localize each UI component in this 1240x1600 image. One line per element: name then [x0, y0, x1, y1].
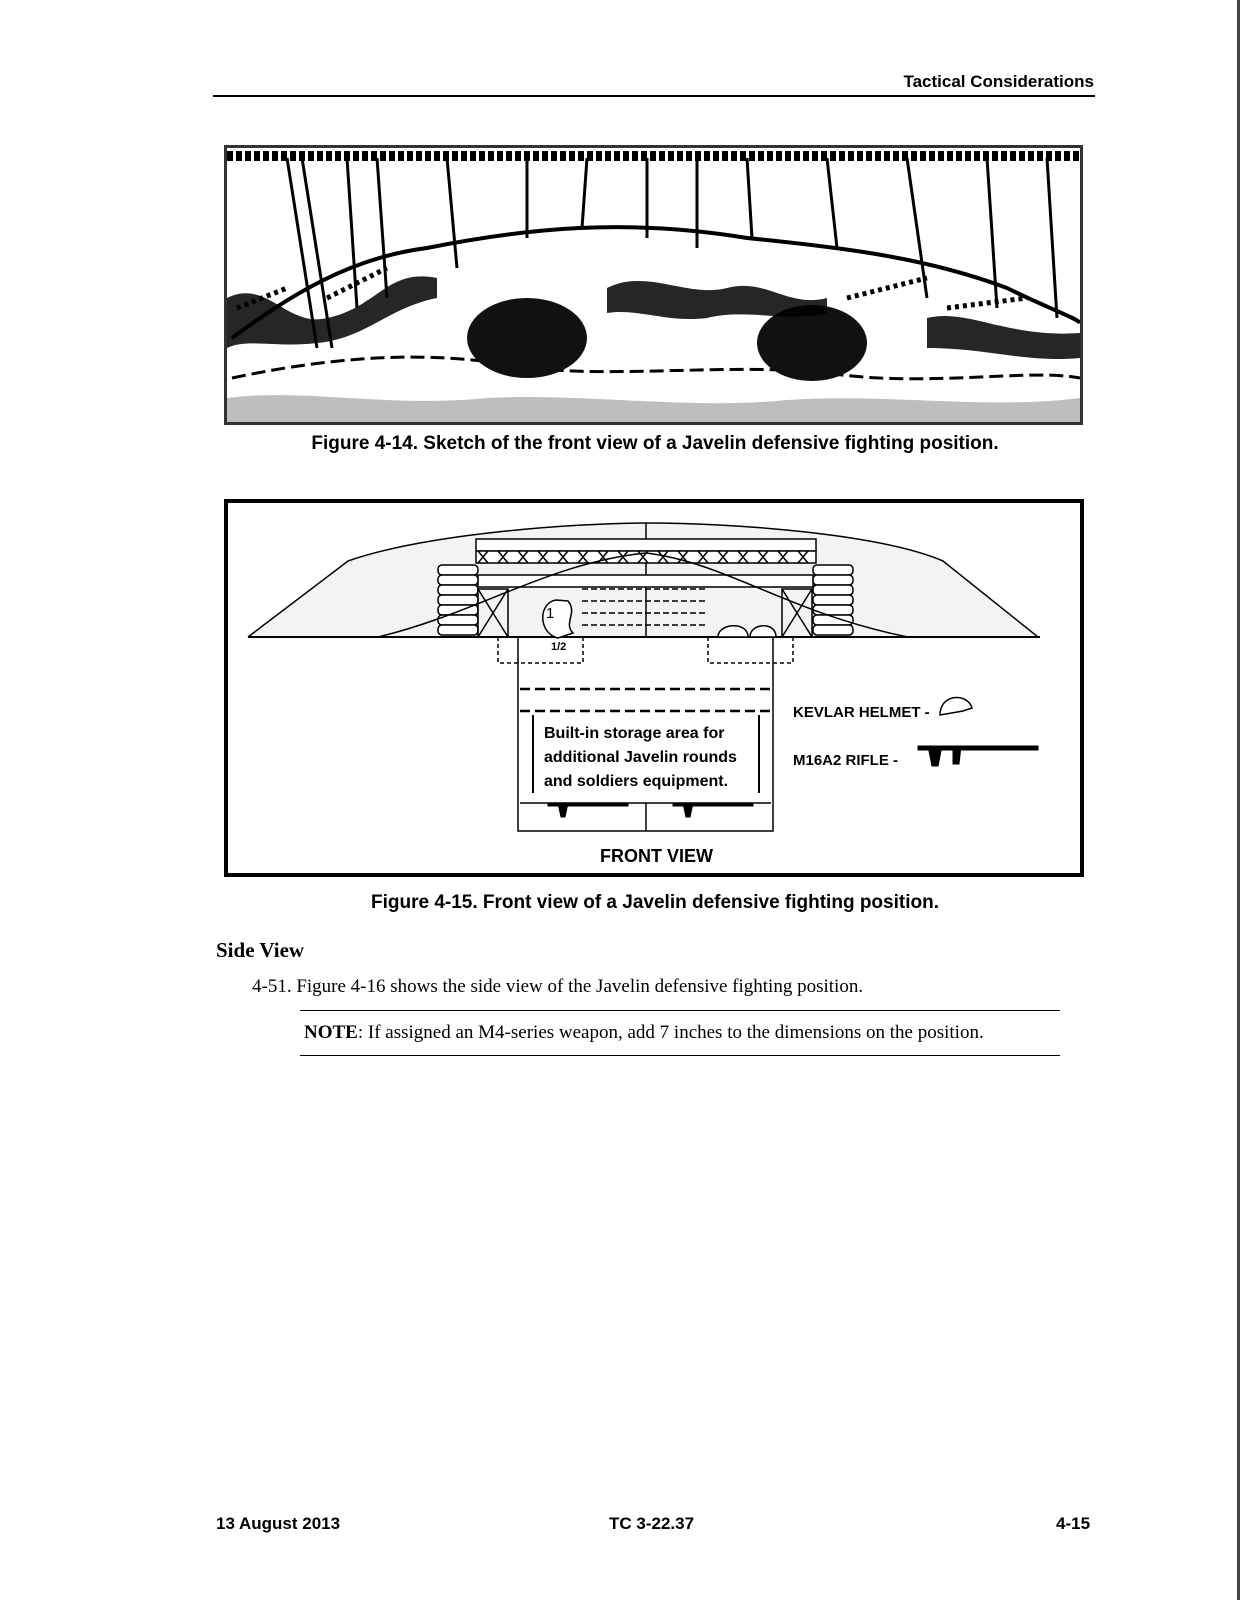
- storage-area-label: [544, 722, 737, 794]
- header-rule: [213, 95, 1095, 97]
- section-heading: Side View: [216, 938, 305, 962]
- mark-one: 1: [546, 605, 555, 622]
- storage-line-3: and soldiers equipment.: [544, 773, 729, 790]
- front-view-diagram: [228, 503, 1080, 873]
- legend-helmet: KEVLAR HELMET -: [793, 704, 930, 721]
- note-text: : If assigned an M4-series weapon, add 7 inches to the dimensions on the position.: [357, 1022, 984, 1043]
- storage-line-1: Built-in storage area for: [544, 725, 725, 742]
- legend-rifle: M16A2 RIFLE -: [793, 752, 899, 769]
- mark-half: 1/2: [551, 641, 567, 653]
- paragraph-4-51: 4-51. Figure 4-16 shows the side view of the Javelin defensive fighting position.: [252, 976, 864, 997]
- front-view-label: FRONT VIEW: [600, 846, 713, 866]
- footer-date: 13 August 2013: [216, 1514, 341, 1533]
- footer-doc-id: TC 3-22.37: [609, 1514, 695, 1533]
- note-label: NOTE: [304, 1022, 358, 1043]
- running-header: Tactical Considerations: [903, 72, 1094, 91]
- note-box: [300, 1010, 1060, 1056]
- storage-line-2: additional Javelin rounds: [544, 749, 737, 766]
- figure-4-14-sketch: [224, 145, 1083, 425]
- figure-4-14-caption: Figure 4-14. Sketch of the front view of a Javelin defensive fighting position.: [311, 433, 999, 454]
- fighting-position-sketch: [227, 148, 1080, 422]
- footer-page-number: 4-15: [1056, 1514, 1091, 1533]
- figure-4-15-diagram: [224, 499, 1084, 877]
- figure-4-15-caption: Figure 4-15. Front view of a Javelin defensive fighting position.: [371, 892, 939, 913]
